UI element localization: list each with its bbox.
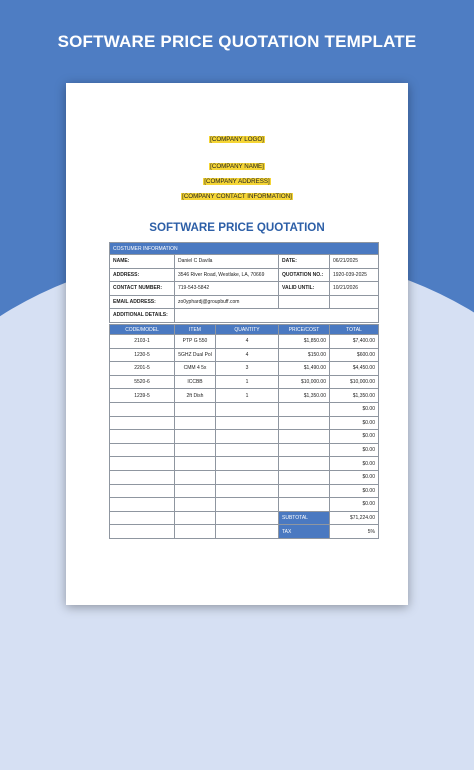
item-code[interactable]: 5520-6 — [110, 375, 175, 389]
item-price[interactable] — [279, 470, 330, 484]
item-code[interactable] — [110, 430, 175, 444]
label: CONTACT NUMBER: — [110, 282, 175, 296]
item-quantity[interactable] — [216, 402, 279, 416]
quotation-sheet — [66, 83, 408, 605]
item-name[interactable] — [175, 470, 216, 484]
section-header: COSTUMER INFORMATION — [110, 243, 379, 255]
subtotal-value: $71,224.00 — [330, 511, 379, 525]
valid-until[interactable]: 10/21/2026 — [330, 282, 379, 296]
label: NAME: — [110, 255, 175, 269]
item-name[interactable] — [175, 498, 216, 512]
tax-label: TAX — [279, 525, 330, 539]
item-total[interactable]: $4,450.00 — [330, 362, 379, 376]
customer-name[interactable]: Daniel C Davila — [175, 255, 279, 269]
item-quantity[interactable] — [216, 484, 279, 498]
item-name[interactable] — [175, 430, 216, 444]
company-name-placeholder: [COMPANY NAME] — [210, 163, 264, 170]
item-quantity[interactable]: 1 — [216, 375, 279, 389]
banner-title: SOFTWARE PRICE QUOTATION TEMPLATE — [57, 32, 417, 51]
column-header: ITEM — [175, 325, 216, 335]
item-price[interactable] — [279, 457, 330, 471]
item-total[interactable]: $0.00 — [330, 484, 379, 498]
customer-address[interactable]: 3546 River Road, Westlake, LA, 70669 — [175, 268, 279, 282]
item-total[interactable]: $0.00 — [330, 416, 379, 430]
item-name[interactable] — [175, 402, 216, 416]
empty-cell — [110, 525, 175, 539]
subtotal-label: SUBTOTAL — [279, 511, 330, 525]
empty-cell — [330, 295, 379, 309]
item-price[interactable]: $1,490.00 — [279, 362, 330, 376]
table-row — [110, 457, 379, 471]
item-total[interactable]: $1,350.00 — [330, 389, 379, 403]
customer-email[interactable]: zo0yphardj@groupbuff.com — [175, 295, 279, 309]
table-row — [110, 443, 379, 457]
label: QUOTATION NO.: — [279, 268, 330, 282]
item-code[interactable] — [110, 498, 175, 512]
table-row — [110, 389, 379, 403]
item-name[interactable]: CMM 4 5x — [175, 362, 216, 376]
item-price[interactable] — [279, 498, 330, 512]
column-header: PRICE/COST — [279, 325, 330, 335]
item-total[interactable]: $600.00 — [330, 348, 379, 362]
item-quantity[interactable]: 4 — [216, 348, 279, 362]
item-code[interactable] — [110, 484, 175, 498]
item-price[interactable]: $1,850.00 — [279, 335, 330, 349]
item-total[interactable]: $0.00 — [330, 402, 379, 416]
item-quantity[interactable] — [216, 498, 279, 512]
item-code[interactable] — [110, 457, 175, 471]
table-row — [110, 375, 379, 389]
item-quantity[interactable] — [216, 443, 279, 457]
table-row — [110, 498, 379, 512]
label: ADDITIONAL DETAILS: — [110, 309, 175, 323]
item-total[interactable]: $0.00 — [330, 430, 379, 444]
empty-cell — [216, 525, 279, 539]
label: ADDRESS: — [110, 268, 175, 282]
item-name[interactable]: 2ft Dish — [175, 389, 216, 403]
item-code[interactable] — [110, 416, 175, 430]
column-header: CODE/MODEL — [110, 325, 175, 335]
item-quantity[interactable]: 4 — [216, 335, 279, 349]
item-code[interactable]: 1239-5 — [110, 389, 175, 403]
document-title: SOFTWARE PRICE QUOTATION — [149, 221, 325, 234]
customer-info-table — [109, 242, 379, 323]
item-quantity[interactable]: 3 — [216, 362, 279, 376]
item-total[interactable]: $10,000.00 — [330, 375, 379, 389]
item-price[interactable]: $1,350.00 — [279, 389, 330, 403]
item-quantity[interactable] — [216, 470, 279, 484]
table-row — [110, 335, 379, 349]
item-name[interactable] — [175, 443, 216, 457]
empty-cell — [279, 295, 330, 309]
item-price[interactable] — [279, 416, 330, 430]
item-name[interactable]: 5GHZ Dual Pol — [175, 348, 216, 362]
item-total[interactable]: $0.00 — [330, 470, 379, 484]
table-row — [110, 348, 379, 362]
label: DATE: — [279, 255, 330, 269]
item-price[interactable] — [279, 430, 330, 444]
customer-contact[interactable]: 719-543-5842 — [175, 282, 279, 296]
items-table — [109, 324, 379, 539]
item-price[interactable]: $150.00 — [279, 348, 330, 362]
company-address-placeholder: [COMPANY ADDRESS] — [204, 178, 270, 185]
item-quantity[interactable]: 1 — [216, 389, 279, 403]
item-code[interactable] — [110, 402, 175, 416]
item-name[interactable]: PTP G 550 — [175, 335, 216, 349]
item-quantity[interactable] — [216, 430, 279, 444]
label: VALID UNTIL: — [279, 282, 330, 296]
item-price[interactable] — [279, 443, 330, 457]
item-price[interactable]: $10,000.00 — [279, 375, 330, 389]
empty-cell — [110, 511, 175, 525]
empty-cell — [175, 525, 216, 539]
column-header: QUANTITY — [216, 325, 279, 335]
table-row — [110, 402, 379, 416]
item-price[interactable] — [279, 402, 330, 416]
item-total[interactable]: $0.00 — [330, 443, 379, 457]
company-contact-placeholder: [COMPANY CONTACT INFORMATION] — [182, 193, 292, 200]
label: EMAIL ADDRESS: — [110, 295, 175, 309]
item-code[interactable] — [110, 443, 175, 457]
quotation-number[interactable]: 1920-039-2025 — [330, 268, 379, 282]
quote-date[interactable]: 06/21/2025 — [330, 255, 379, 269]
table-row — [110, 484, 379, 498]
item-quantity[interactable] — [216, 457, 279, 471]
column-header: TOTAL — [330, 325, 379, 335]
item-name[interactable] — [175, 457, 216, 471]
item-name[interactable] — [175, 484, 216, 498]
item-total[interactable]: $0.00 — [330, 498, 379, 512]
item-code[interactable] — [110, 470, 175, 484]
table-row — [110, 470, 379, 484]
empty-cell — [216, 511, 279, 525]
item-code[interactable]: 1230-5 — [110, 348, 175, 362]
item-code[interactable]: 2201-5 — [110, 362, 175, 376]
table-row — [110, 430, 379, 444]
item-name[interactable]: ICCBB — [175, 375, 216, 389]
company-logo-placeholder: [COMPANY LOGO] — [210, 136, 264, 143]
item-code[interactable]: 2103-1 — [110, 335, 175, 349]
table-row — [110, 362, 379, 376]
tax-value[interactable]: 5% — [330, 525, 379, 539]
item-name[interactable] — [175, 416, 216, 430]
item-price[interactable] — [279, 484, 330, 498]
item-quantity[interactable] — [216, 416, 279, 430]
item-total[interactable]: $0.00 — [330, 457, 379, 471]
item-total[interactable]: $7,400.00 — [330, 335, 379, 349]
additional-details[interactable] — [175, 309, 379, 323]
empty-cell — [175, 511, 216, 525]
table-row — [110, 416, 379, 430]
